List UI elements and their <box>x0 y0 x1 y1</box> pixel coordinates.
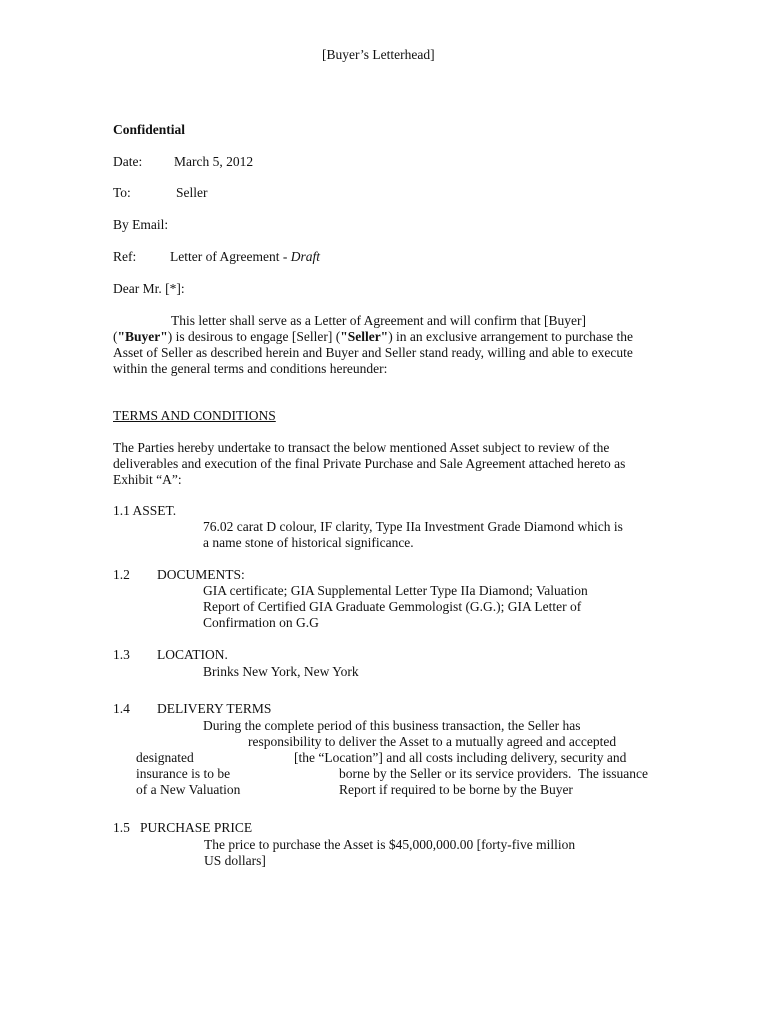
section-1-2-number: 1.2 <box>113 567 130 582</box>
section-1-1-heading: 1.1 ASSET. <box>113 503 177 518</box>
section-1-4-line-5b: Report if required to be borne by the Buyer <box>339 782 573 797</box>
date-value: March 5, 2012 <box>174 154 254 169</box>
section-1-3-heading: LOCATION. <box>157 647 228 662</box>
intro-line-2-end: ) in an exclusive arrangement to purchase the <box>388 329 633 344</box>
terms-intro-line-3: Exhibit “A”: <box>113 472 182 487</box>
section-1-2-line-2: Report of Certified GIA Graduate Gemmologist (G.G.); GIA Letter of <box>203 599 582 614</box>
ref-value-text: Letter of Agreement - <box>170 249 291 264</box>
section-1-3-line-1: Brinks New York, New York <box>203 664 359 679</box>
by-email-label: By Email: <box>113 217 169 232</box>
section-1-4-heading: DELIVERY TERMS <box>157 701 272 716</box>
ref-value <box>170 249 320 265</box>
section-1-3-number: 1.3 <box>113 647 130 662</box>
section-1-1-line-1: 76.02 carat D colour, IF clarity, Type IIa Investment Grade Diamond which is <box>203 519 623 534</box>
seller-defined-term: "Seller" <box>340 329 389 344</box>
section-1-5-line-2: US dollars] <box>204 853 266 868</box>
section-1-4-line-1: During the complete period of this business transaction, the Seller has <box>203 718 581 733</box>
intro-line-4: within the general terms and conditions hereunder: <box>113 361 388 376</box>
to-value: Seller <box>176 185 208 200</box>
section-1-4-line-4b: borne by the Seller or its service providers. The issuance <box>339 766 649 781</box>
section-1-4-line-3b: [the “Location”] and all costs including delivery, security and <box>294 750 627 765</box>
intro-line-3: Asset of Seller as described herein and Buyer and Seller stand ready, willing and able to execute <box>113 345 633 360</box>
section-1-4-line-3a: designated <box>136 750 194 765</box>
terms-intro-line-2: deliverables and execution of the final Private Purchase and Sale Agreement attached hereto as <box>113 456 626 471</box>
section-1-1-line-2: a name stone of historical significance. <box>203 535 414 550</box>
section-1-5-heading: 1.5 PURCHASE PRICE <box>113 820 253 835</box>
section-1-5-line-1: The price to purchase the Asset is $45,000,000.00 [forty-five million <box>204 837 576 852</box>
section-1-4-number: 1.4 <box>113 701 130 716</box>
section-1-4-line-4a: insurance is to be <box>136 766 231 781</box>
confidential-label: Confidential <box>113 122 186 137</box>
ref-value-draft: Draft <box>290 249 320 264</box>
letterhead: [Buyer’s Letterhead] <box>322 47 435 62</box>
intro-paren-open: ( <box>113 329 118 344</box>
section-1-2-line-1: GIA certificate; GIA Supplemental Letter Type IIa Diamond; Valuation <box>203 583 588 598</box>
intro-line-2 <box>113 329 633 345</box>
section-1-4-line-5a: of a New Valuation <box>136 782 241 797</box>
terms-intro-line-1: The Parties hereby undertake to transact the below mentioned Asset subject to review of the <box>113 440 610 455</box>
section-1-2-line-3: Confirmation on G.G <box>203 615 319 630</box>
terms-heading: TERMS AND CONDITIONS <box>113 408 276 423</box>
ref-label: Ref: <box>113 249 137 264</box>
section-1-2-heading: DOCUMENTS: <box>157 567 245 582</box>
buyer-defined-term: "Buyer" <box>117 329 168 344</box>
to-label: To: <box>113 185 131 200</box>
salutation: Dear Mr. [*]: <box>113 281 185 296</box>
intro-line-1: This letter shall serve as a Letter of Agreement and will confirm that [Buyer] <box>171 313 586 328</box>
intro-line-2-mid: ) is desirous to engage [Seller] ( <box>167 329 341 344</box>
section-1-4-line-2: responsibility to deliver the Asset to a mutually agreed and accepted <box>248 734 617 749</box>
date-label: Date: <box>113 154 143 169</box>
